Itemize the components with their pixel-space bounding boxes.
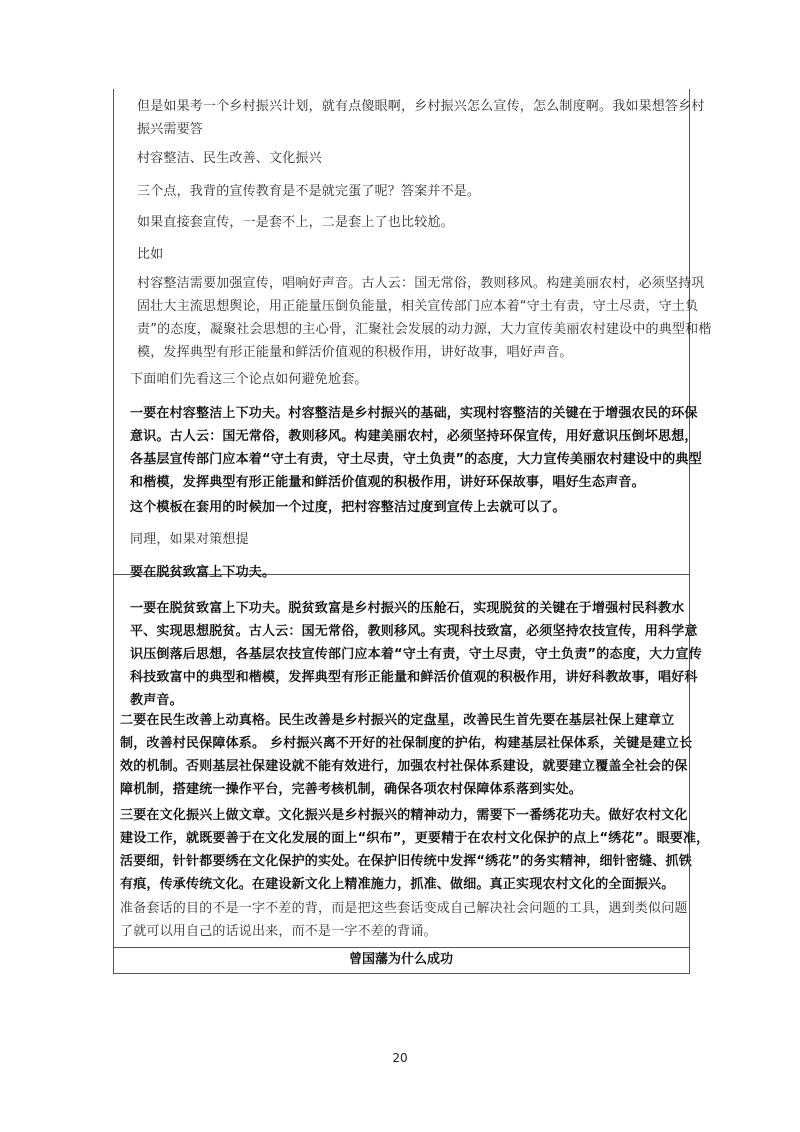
paragraph: 同理，如果对策想提 [130, 532, 249, 547]
paragraph: 村容整洁、民生改善、文化振兴 [137, 151, 322, 166]
paragraph: 要在脱贫致富上下功夫。 [130, 565, 276, 580]
page-number: 20 [392, 1051, 408, 1065]
paragraph: 但是如果考一个乡村振兴计划，就有点傻眼啊，乡村振兴怎么宣传，怎么制度啊。我如果想答乡村 振兴需要答 [137, 99, 705, 137]
paragraph: 如果直接套宣传，一是套不上，二是套上了也比较尬。 [137, 215, 454, 230]
paragraph: 二要在民生改善上动真格。民生改善是乡村振兴的定盘星，改善民生首先要在基层社保上建章立 制，改善村民保障体系。 乡村振兴离不开好的社保制度的护佑，构建基层社保体系，关键是建立长 效的机制。否则基层社保建设就不能有效进行，加强农村社保体系建设，就要建立覆盖全社会的保 障机制，搭建统一操作平台，完善考核机制，确保各项农村保障体系落到实处。 [120, 713, 693, 797]
paragraph: 一要在脱贫致富上下功夫。脱贫致富是乡村振兴的压舱石，实现脱贫的关键在于增强村民科教水 平、实现思想脱贫。古人云：国无常俗，教则移风。实现科技致富，必须坚持农技宣传，用科学意 识压倒落后思想，各基层农技宣传部门应本着“守土有责，守土尽责，守土负责”的态度，大力宣传 科技致富中的典型和楷模，发挥典型有形正能量和鲜活价值观的积极作用，讲好科教故事，唱好科 教声音。 [130, 601, 702, 708]
paragraph: 比如 [137, 247, 164, 262]
paragraph: 一要在村容整洁上下功夫。村容整洁是乡村振兴的基础，实现村容整洁的关键在于增强农民的环保 意识。古人云：国无常俗，教则移风。构建美丽农村，必须坚持环保宣传，用好意识压倒坏思想， 各基层宣传部门应本着“守土有责，守土尽责，守土负责”的态度，大力宣传美丽农村建设中的典型 和楷模，发挥典型有形正能量和鲜活价值观的积极作用，讲好环保故事，唱好生态声音。 [130, 406, 702, 490]
paragraph: 三要在文化振兴上做文章。文化振兴是乡村振兴的精神动力，需要下一番绣花功夫。做好农村文化 建设工作，就既要善于在文化发展的面上“织布”，更要精于在农村文化保护的点上“绣花”。眼要准， 活要细，针针都要绣在文化保护的实处。在保护旧传统中发挥“绣花”的务实精神，细针密缝、抓铁 有痕，传承传统文化。在建设新文化上精准施力，抓准、做细。真正实现农村文化的全面振兴。 [120, 808, 710, 892]
paragraph: 村容整洁需要加强宣传，唱响好声音。古人云：国无常俗，教则移风。构建美丽农村，必须坚持巩 固壮大主流思想舆论，用正能量压倒负能量，相关宣传部门应本着“守土有责，守土尽责，守土负 责”的态度，凝聚社会思想的主心骨，汇聚社会发展的动力源，大力宣传美丽农村建设中的典型和楷 模，发挥典型有形正能量和鲜活价值观的积极作用，讲好故事，唱好声音。 [137, 276, 712, 360]
paragraph: 这个模板在套用的时候加一个过度，把村容整洁过度到宣传上去就可以了。 [130, 500, 566, 515]
paragraph: 下面咱们先看这三个论点如何避免尬套。 [130, 372, 368, 387]
paragraph: 三个点，我背的宣传教育是不是就完蛋了呢？答案并不是。 [137, 184, 481, 199]
table-frame-lower [113, 574, 693, 947]
paragraph: 准备套话的目的不是一字不差的背，而是把这些套话变成自己解决社会问题的工具，遇到类似问题 了就可以用自己的话说出来，而不是一字不差的背诵。 [120, 901, 688, 939]
section-title: 曾国藩为什么成功 [348, 952, 453, 967]
